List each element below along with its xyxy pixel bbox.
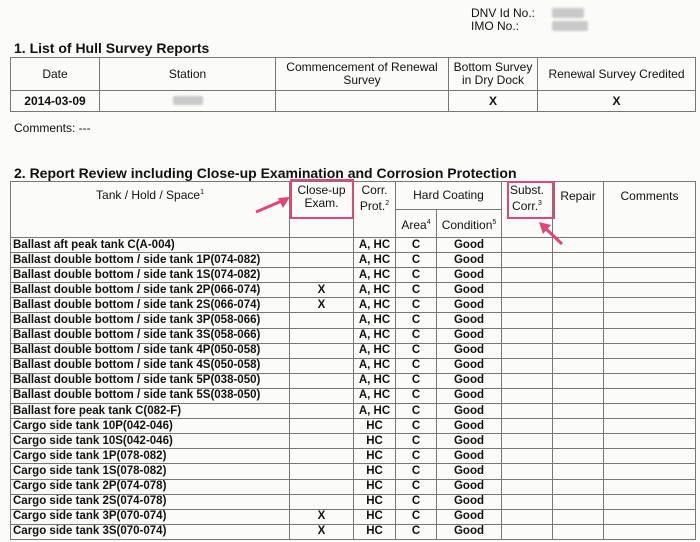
row-closeup	[290, 253, 354, 268]
row-tank-name: Ballast double bottom / side tank 4S(050-058)	[11, 358, 290, 373]
row-comments	[604, 494, 696, 509]
row-closeup	[290, 328, 354, 343]
row-tank-name: Cargo side tank 3P(070-074)	[11, 509, 290, 524]
row-tank-name: Ballast aft peak tank C(A-004)	[11, 238, 290, 253]
row-tank-name: Ballast double bottom / side tank 1P(074-082)	[11, 253, 290, 268]
hull-survey-table	[10, 57, 696, 112]
row-tank-name: Cargo side tank 10P(042-046)	[11, 419, 290, 434]
table-row	[11, 298, 696, 313]
row-comments	[604, 434, 696, 449]
row-closeup	[290, 494, 354, 509]
station-redacted	[173, 96, 203, 105]
row-comments	[604, 283, 696, 298]
row-closeup	[290, 238, 354, 253]
row-comments	[604, 343, 696, 358]
row-comments	[604, 328, 696, 343]
row-area: C	[396, 524, 437, 539]
row-subst	[502, 253, 553, 268]
row-area: C	[396, 419, 437, 434]
row-area: C	[396, 434, 437, 449]
col-condition-label: Condition	[441, 217, 493, 232]
col-area-sup: 4	[426, 218, 431, 226]
row-comments	[604, 268, 696, 283]
row-condition: Good	[437, 479, 502, 494]
table-row	[11, 343, 696, 358]
row-corr-prot: A, HC	[354, 328, 396, 343]
col-hard-coating: Hard Coating	[396, 182, 502, 210]
row-corr-prot: A, HC	[354, 283, 396, 298]
row-closeup	[290, 479, 354, 494]
table-row	[11, 404, 696, 419]
row-closeup	[290, 419, 354, 434]
row-corr-prot: HC	[354, 464, 396, 479]
row-condition: Good	[437, 373, 502, 388]
row-condition: Good	[437, 419, 502, 434]
table-row	[11, 419, 696, 434]
row-area: C	[396, 509, 437, 524]
row-bottom: X	[449, 91, 538, 112]
row-tank-name: Ballast double bottom / side tank 1S(074-082)	[11, 268, 290, 283]
table-row	[11, 313, 696, 328]
row-repair	[553, 358, 604, 373]
row-tank-name: Ballast fore peak tank C(082-F)	[11, 404, 290, 419]
row-condition: Good	[437, 298, 502, 313]
dnv-id-label: DNV Id No.:	[471, 6, 536, 20]
row-repair	[553, 313, 604, 328]
row-corr-prot: A, HC	[354, 313, 396, 328]
row-comments	[604, 253, 696, 268]
row-area: C	[396, 388, 437, 403]
row-subst	[502, 434, 553, 449]
arrow-icon	[536, 220, 568, 248]
table-row	[11, 479, 696, 494]
imo-label: IMO No.:	[471, 19, 520, 33]
row-corr-prot: A, HC	[354, 358, 396, 373]
row-repair	[553, 449, 604, 464]
row-comments	[604, 464, 696, 479]
row-repair	[553, 388, 604, 403]
row-tank-name: Cargo side tank 10S(042-046)	[11, 434, 290, 449]
row-condition: Good	[437, 524, 502, 539]
row-subst	[502, 388, 553, 403]
row-area: C	[396, 343, 437, 358]
row-subst	[502, 358, 553, 373]
row-corr-prot: HC	[354, 449, 396, 464]
row-corr-prot: A, HC	[354, 268, 396, 283]
row-tank-name: Cargo side tank 1S(078-082)	[11, 464, 290, 479]
row-comments	[604, 419, 696, 434]
table-row	[11, 449, 696, 464]
row-corr-prot: HC	[354, 434, 396, 449]
col-tank-sup: 1	[200, 189, 204, 196]
col-corr-label: Corr. Prot.	[359, 183, 388, 213]
row-repair	[553, 479, 604, 494]
row-condition: Good	[437, 328, 502, 343]
row-repair	[553, 509, 604, 524]
table-row	[11, 388, 696, 403]
row-tank-name: Ballast double bottom / side tank 3S(058-066)	[11, 328, 290, 343]
row-repair	[553, 494, 604, 509]
subst-highlight	[507, 181, 555, 219]
col-renewal: Renewal Survey Credited	[538, 58, 696, 91]
row-area: C	[396, 479, 437, 494]
row-corr-prot: HC	[354, 419, 396, 434]
col-tank	[11, 182, 290, 238]
row-tank-name: Ballast double bottom / side tank 3P(058-066)	[11, 313, 290, 328]
row-tank-name: Ballast double bottom / side tank 2S(066-074)	[11, 298, 290, 313]
row-area: C	[396, 449, 437, 464]
row-closeup	[290, 434, 354, 449]
row-closeup	[290, 343, 354, 358]
row-condition: Good	[437, 343, 502, 358]
row-comments	[604, 358, 696, 373]
row-corr-prot: HC	[354, 524, 396, 539]
row-station	[100, 91, 276, 112]
row-subst	[502, 328, 553, 343]
row-corr-prot: A, HC	[354, 343, 396, 358]
row-area: C	[396, 268, 437, 283]
table-row	[11, 253, 696, 268]
row-tank-name: Cargo side tank 3S(070-074)	[11, 524, 290, 539]
row-subst	[502, 268, 553, 283]
row-corr-prot: A, HC	[354, 298, 396, 313]
col-date: Date	[11, 58, 100, 91]
table-row	[11, 283, 696, 298]
row-repair	[553, 268, 604, 283]
col-condition	[437, 210, 502, 238]
row-comments	[604, 388, 696, 403]
row-corr-prot: A, HC	[354, 253, 396, 268]
col-comments: Comments	[604, 182, 696, 238]
row-renewal: X	[538, 91, 696, 112]
row-subst	[502, 283, 553, 298]
row-condition: Good	[437, 494, 502, 509]
row-area: C	[396, 358, 437, 373]
row-condition: Good	[437, 449, 502, 464]
row-repair	[553, 253, 604, 268]
row-subst	[502, 373, 553, 388]
table-row	[11, 238, 696, 253]
row-closeup	[290, 373, 354, 388]
row-condition: Good	[437, 253, 502, 268]
row-corr-prot: A, HC	[354, 238, 396, 253]
row-comments	[604, 479, 696, 494]
row-condition: Good	[437, 464, 502, 479]
row-area: C	[396, 253, 437, 268]
row-repair	[553, 298, 604, 313]
row-subst	[502, 494, 553, 509]
row-repair	[553, 419, 604, 434]
row-condition: Good	[437, 434, 502, 449]
row-comments	[604, 238, 696, 253]
col-condition-sup: 5	[492, 218, 497, 226]
row-subst	[502, 313, 553, 328]
row-area: C	[396, 494, 437, 509]
row-area: C	[396, 298, 437, 313]
col-area-label: Area	[401, 217, 427, 232]
row-closeup	[290, 388, 354, 403]
closeup-highlight	[290, 179, 354, 219]
row-comments	[604, 509, 696, 524]
row-area: C	[396, 283, 437, 298]
row-corr-prot: A, HC	[354, 404, 396, 419]
row-comments	[604, 313, 696, 328]
row-corr-prot: A, HC	[354, 388, 396, 403]
table-row	[11, 358, 696, 373]
col-corr-sup: 2	[385, 200, 390, 207]
imo-redacted	[552, 21, 588, 31]
row-repair	[553, 524, 604, 539]
row-tank-name: Cargo side tank 1P(078-082)	[11, 449, 290, 464]
col-bottom-survey: Bottom Survey in Dry Dock	[449, 58, 538, 91]
row-closeup: X	[290, 283, 354, 298]
row-subst	[502, 404, 553, 419]
row-tank-name: Ballast double bottom / side tank 2P(066-074)	[11, 283, 290, 298]
row-commencement	[276, 91, 449, 112]
row-tank-name: Ballast double bottom / side tank 4P(050-058)	[11, 343, 290, 358]
section2-title: 2. Report Review including Close-up Examination and Corrosion Protection	[14, 165, 517, 181]
col-area	[396, 210, 437, 238]
row-tank-name: Ballast double bottom / side tank 5P(038-050)	[11, 373, 290, 388]
row-repair	[553, 434, 604, 449]
table-row	[11, 494, 696, 509]
row-condition: Good	[437, 404, 502, 419]
row-date: 2014-03-09	[11, 91, 100, 112]
table-row	[11, 509, 696, 524]
row-repair	[553, 404, 604, 419]
row-repair	[553, 464, 604, 479]
col-tank-label: Tank / Hold / Space	[96, 188, 201, 202]
row-area: C	[396, 328, 437, 343]
row-comments	[604, 373, 696, 388]
table-row	[11, 524, 696, 539]
row-condition: Good	[437, 283, 502, 298]
row-comments	[604, 404, 696, 419]
report-review-table	[10, 181, 696, 540]
row-condition: Good	[437, 388, 502, 403]
table-row	[11, 434, 696, 449]
row-area: C	[396, 464, 437, 479]
table-row	[11, 328, 696, 343]
row-subst	[502, 479, 553, 494]
row-condition: Good	[437, 313, 502, 328]
row-subst	[502, 343, 553, 358]
row-subst	[502, 298, 553, 313]
arrow-icon	[252, 194, 292, 216]
row-subst	[502, 509, 553, 524]
row-closeup	[290, 404, 354, 419]
dnv-id-redacted	[552, 8, 584, 18]
row-closeup	[290, 313, 354, 328]
row-closeup: X	[290, 509, 354, 524]
row-closeup	[290, 449, 354, 464]
row-subst	[502, 419, 553, 434]
row-condition: Good	[437, 509, 502, 524]
table-row	[11, 373, 696, 388]
row-corr-prot: HC	[354, 479, 396, 494]
row-closeup	[290, 464, 354, 479]
row-tank-name: Cargo side tank 2S(074-078)	[11, 494, 290, 509]
col-corr	[354, 182, 396, 238]
row-repair	[553, 328, 604, 343]
col-closeup-label: Close-up Exam.	[297, 183, 346, 210]
table-row	[11, 268, 696, 283]
row-comments	[604, 524, 696, 539]
row-area: C	[396, 238, 437, 253]
row-condition: Good	[437, 268, 502, 283]
row-condition: Good	[437, 358, 502, 373]
row-tank-name: Cargo side tank 2P(074-078)	[11, 479, 290, 494]
row-closeup	[290, 358, 354, 373]
row-comments	[604, 298, 696, 313]
row-corr-prot: A, HC	[354, 373, 396, 388]
row-subst	[502, 449, 553, 464]
row-area: C	[396, 404, 437, 419]
comments-text: Comments: ---	[14, 121, 91, 135]
col-station: Station	[100, 58, 276, 91]
col-subst-sup: 3	[538, 200, 542, 207]
row-closeup: X	[290, 298, 354, 313]
row-closeup	[290, 268, 354, 283]
col-subst-label: Subst. Corr.	[509, 183, 545, 213]
row-comments	[604, 449, 696, 464]
row-area: C	[396, 373, 437, 388]
table-row	[11, 464, 696, 479]
row-repair	[553, 283, 604, 298]
row-area: C	[396, 313, 437, 328]
row-subst	[502, 464, 553, 479]
row-subst	[502, 524, 553, 539]
row-corr-prot: HC	[354, 509, 396, 524]
row-condition: Good	[437, 238, 502, 253]
col-commencement: Commencement of Renewal Survey	[276, 58, 449, 91]
row-closeup: X	[290, 524, 354, 539]
row-corr-prot: HC	[354, 494, 396, 509]
row-repair	[553, 343, 604, 358]
row-tank-name: Ballast double bottom / side tank 5S(038-050)	[11, 388, 290, 403]
section1-title: 1. List of Hull Survey Reports	[14, 40, 210, 56]
col-repair: Repair	[553, 182, 604, 238]
row-repair	[553, 373, 604, 388]
